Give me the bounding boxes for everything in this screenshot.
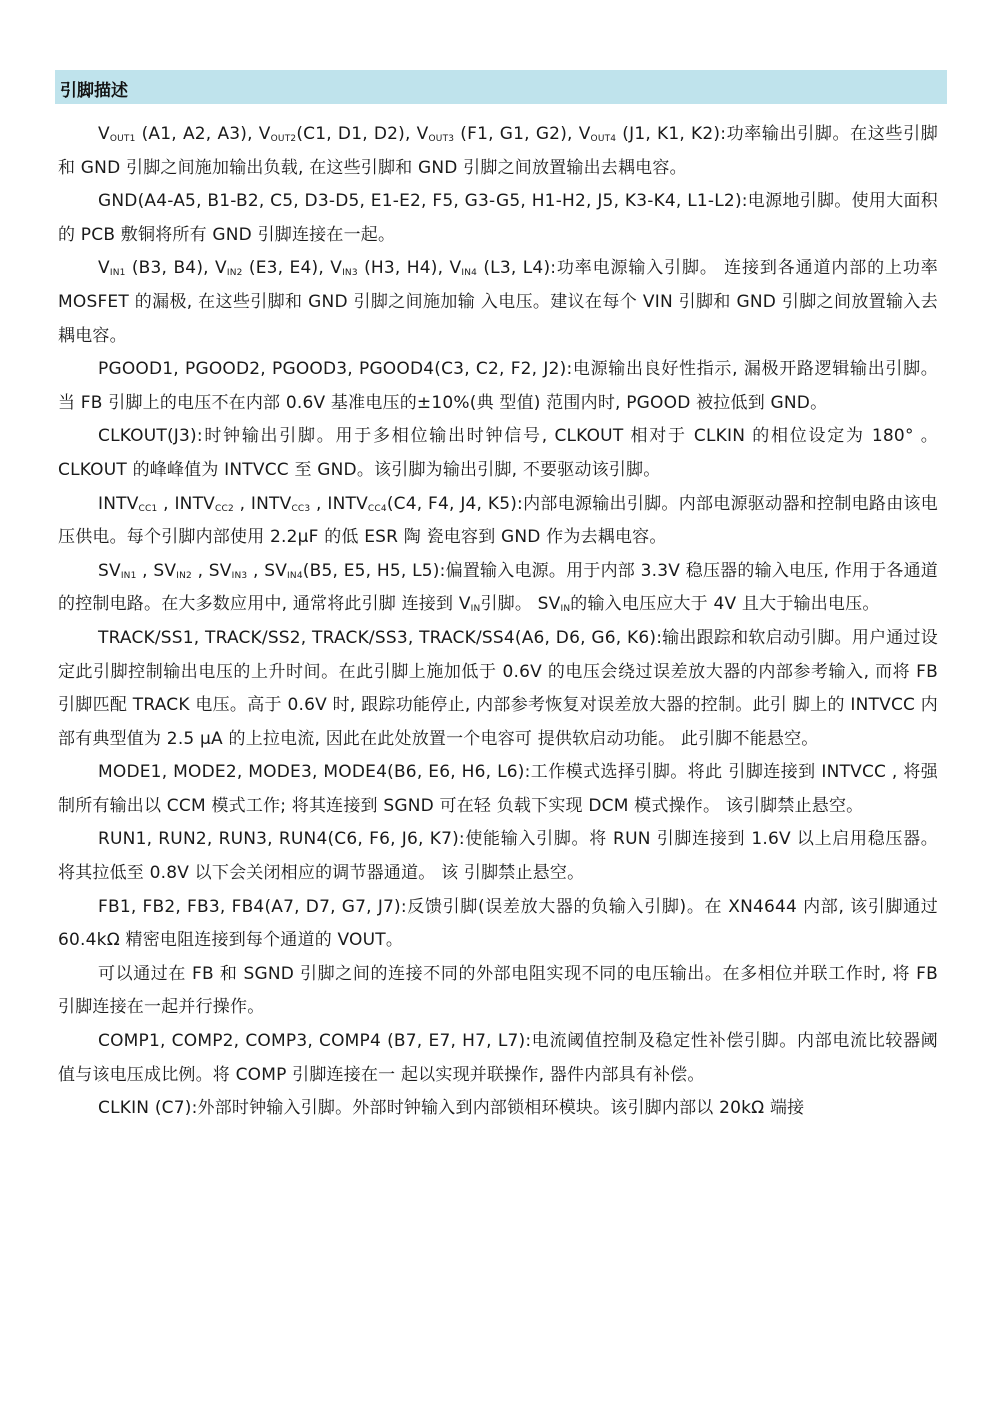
section-title: 引脚描述 bbox=[60, 81, 128, 101]
paragraph-pgood-pins: PGOOD1, PGOOD2, PGOOD3, PGOOD4(C3, C2, F2, J2):电源输出良好性指示, 漏极开路逻辑输出引脚。当 FB 引脚上的电压不在内部 0.6V 基准电压的±10%(典 型值) 范围内时, PGOOD 被拉低到 GND。 bbox=[58, 359, 938, 413]
paragraph-svin-pins: $SV_{IN1}$ , $SV_{IN2}$ , $SV_{IN3}$ , $SV_{IN4}(B5$, E5, H5, L5):偏置输入电源。用于内部 3.3V 稳压器的输入电压, 作用于各通道的控制电路。在大多数应用中, 通常将此引脚 连接到 $V_{IN}$引脚。 $SV_{IN}$的输入电压应大于 4V 且大于输出电压。 bbox=[58, 560, 939, 615]
section-header-bar bbox=[55, 70, 947, 104]
paragraph-run-pins: RUN1, RUN2, RUN3, RUN4(C6, F6, J6, K7):使能输入引脚。将 RUN 引脚连接到 1.6V 以上启用稳压器。将其拉低至 0.8V 以下会关闭相应的调节器通道。 该 引脚禁止悬空。 bbox=[58, 829, 938, 884]
paragraph-intvcc-pins: $INTV_{CC1}$ , $INTV_{CC2}$ , $INTV_{CC3}$ , $INTV_{CC4}(C4$, F4, J4, K5):内部电源输出引脚。内部电源驱动器和控制电路由该电压供电。每个引脚内部使用 2.2μF 的低 ESR 陶 瓷电容到 GND 作为去耦电容。 bbox=[58, 493, 938, 548]
paragraph-comp-pins: COMP1, COMP2, COMP3, COMP4 (B7, E7, H7, L7):电流阈值控制及稳定性补偿引脚。内部电流比较器阈值与该电压成比例。将 COMP 引脚连接在一 起以实现并联操作, 器件内部具有补偿。 bbox=[58, 1031, 938, 1085]
paragraph-gnd-pins: GND(A4-A5, B1-B2, C5, D3-D5, E1-E2, F5, G3-G5, H1-H2, J5, K3-K4, L1-L2):电源地引脚。使用大面积的 PCB 敷铜将所有 GND 引脚连接在一起。 bbox=[58, 191, 938, 245]
paragraph-clkout-pin: CLKOUT(J3):时钟输出引脚。用于多相位输出时钟信号, CLKOUT 相对于 CLKIN 的相位设定为 180° 。CLKOUT 的峰峰值为 INTVCC 至 GND。该引脚为输出引脚, 不要驱动该引脚。 bbox=[58, 426, 938, 480]
paragraph-vin-pins: $V_{IN1}$ (B3, B4), $V_{IN2}$ (E3, E4), $V_{IN3}$ (H3, H4), $V_{IN4}$ (L3, L4):功率电源输入引脚。 连接到各通道内部的上功率 MOSFET 的漏极, 在这些引脚和 GND 引脚之间施加输 入电压。建议在每个 VIN 引脚和 GND 引脚之间放置输入去耦电容。 bbox=[58, 258, 938, 346]
paragraph-mode-pins: MODE1, MODE2, MODE3, MODE4(B6, E6, H6, L6):工作模式选择引脚。将此 引脚连接到 INTVCC , 将强制所有输出以 CCM 模式工作; 将其连接到 SGND 可在轻 负载下实现 DCM 模式操作。 该引脚禁止悬空。 bbox=[58, 762, 938, 816]
paragraph-vout-pins: $V_{OUT1}$ (A1, A2, A3), $V_{OUT2}(C1$, D1, D2), $V_{OUT3}$ (F1, G1, G2), $V_{OUT4}$ (J1, K1, K2):功率输出引脚。在这些引脚和 GND 引脚之间施加输出负载, 在这些引脚和 GND 引脚之间放置输出去耦电容。 bbox=[58, 124, 938, 178]
paragraph-fb-pins: FB1, FB2, FB3, FB4(A7, D7, G7, J7):反馈引脚(误差放大器的负输入引脚)。在 XN4644 内部, 该引脚通过 60.4kΩ 精密电阻连接到每个通道的 VOUT。 bbox=[58, 896, 938, 951]
paragraph-clkin-pin: CLKIN (C7):外部时钟输入引脚。外部时钟输入到内部锁相环模块。该引脚内部以 20kΩ 端接 bbox=[98, 1098, 805, 1119]
paragraph-track-ss-pins: TRACK/SS1, TRACK/SS2, TRACK/SS3, TRACK/SS4(A6, D6, G6, K6):输出跟踪和软启动引脚。用户通过设定此引脚控制输出电压的上升时间。在此引脚上施加低于 0.6V 的电压会绕过误差放大器的内部参考输入, 而将 FB 引脚匹配 TRACK 电压。高于 0.6V 时, 跟踪功能停止, 内部参考恢复对误差放大器的控制。此引 脚上的 INTVCC 内部有典型值为 2.5 μA 的上拉电流, 因此在此处放置一个电容可 提供软启动功能。 此引脚不能悬空。 bbox=[58, 627, 938, 749]
paragraph-fb-note: 可以通过在 FB 和 SGND 引脚之间的连接不同的外部电阻实现不同的电压输出。在多相位并联工作时, 将 FB 引脚连接在一起并行操作。 bbox=[58, 963, 938, 1018]
pin-description-body bbox=[58, 118, 938, 1126]
